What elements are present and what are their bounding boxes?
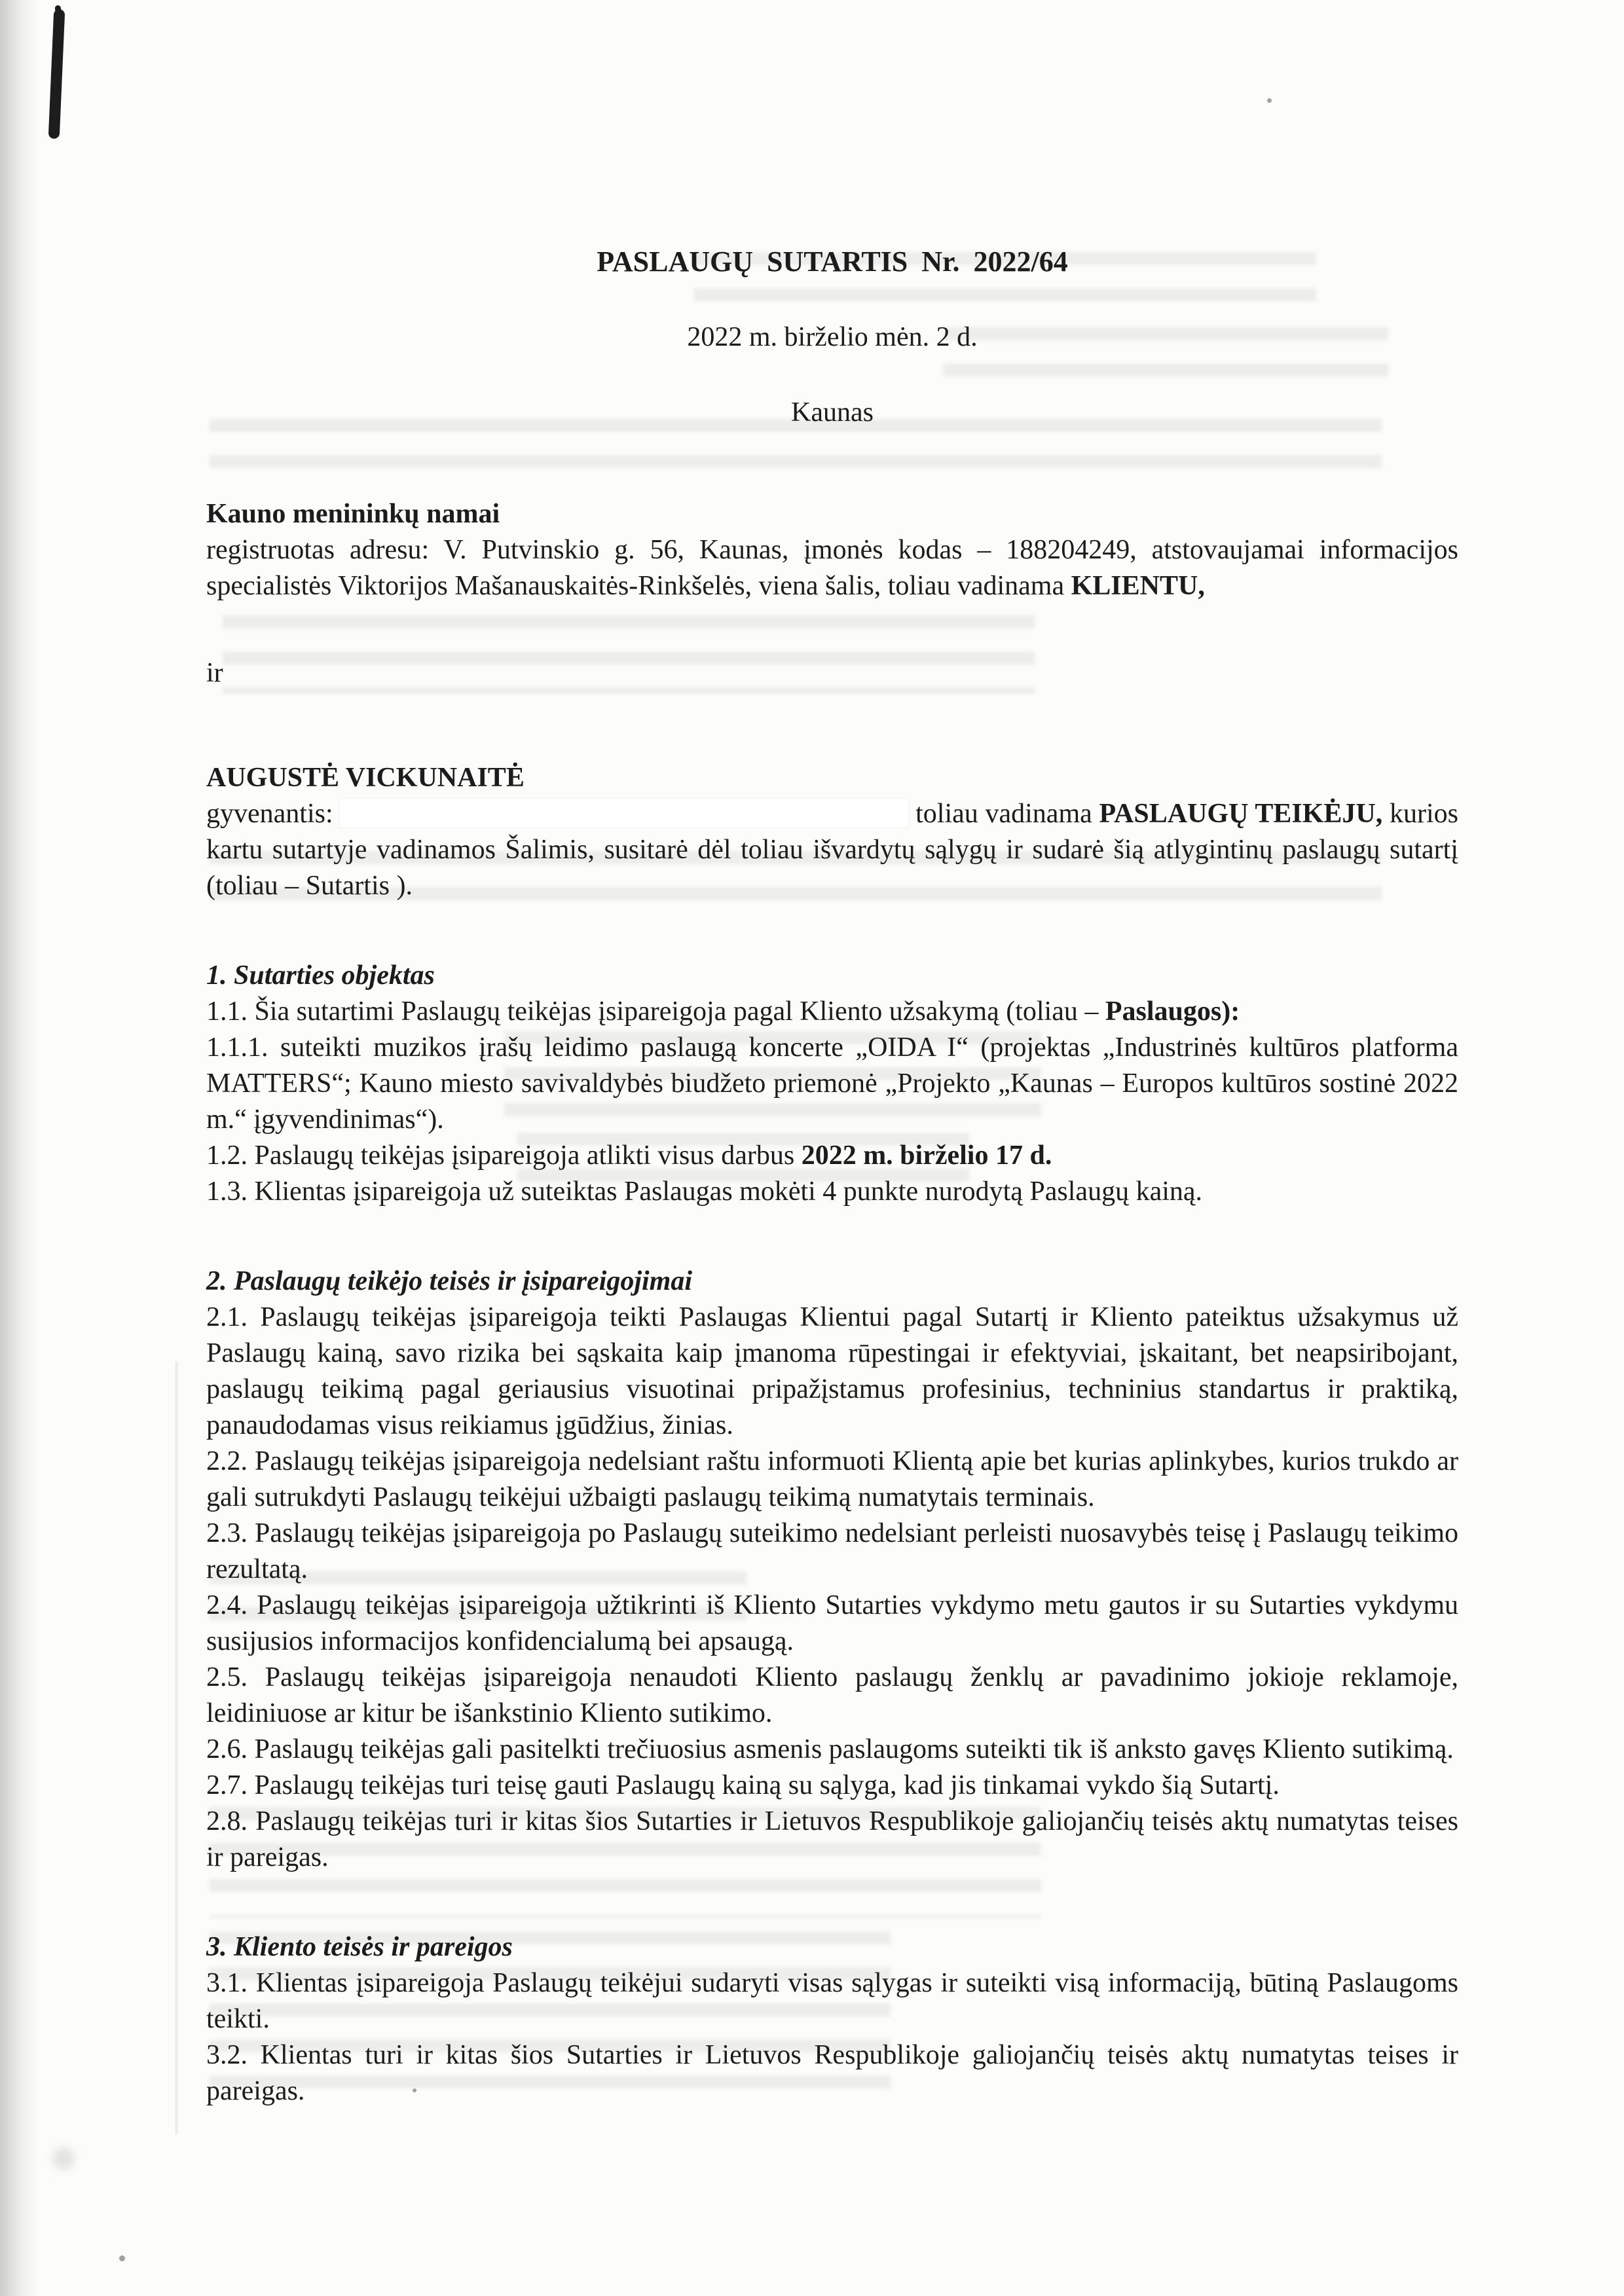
clause-text: 2.1. Paslaugų teikėjas įsipareigoja teikti Paslaugas Klientui pagal Sutartį ir Kliento pateiktus užsakymus už Paslaugų kainą, savo rizika bei sąskaita kaip įmanoma rūpestingai ir efektyviai, įskaitant, bet neapsiribojant, paslaugų teikimą pagal geriausius visuotinai pripažįstamus profesinius, techninius standartus ir praktiką, panaudodamas visus reikiamus įgūdžius, žinias. (206, 1302, 1458, 1440)
residence-label: gyvenantis: (206, 799, 333, 829)
clause (206, 1444, 1458, 1516)
clause-text: 2.5. Paslaugų teikėjas įsipareigoja nenaudoti Kliento paslaugų ženklų ar pavadinimo jokioje reklamoje, leidiniuose ar kitur be išankstinio Kliento sutikimo. (206, 1662, 1458, 1728)
clause (206, 1660, 1458, 1732)
clause-text: 2.3. Paslaugų teikėjas įsipareigoja po Paslaugų suteikimo nedelsiant perleisti nuosavybės teisę į Paslaugų teikimo rezultatą. (206, 1518, 1458, 1584)
redacted-address-blank (340, 799, 908, 828)
scan-edge-shadow (0, 0, 38, 2296)
contract-sections (206, 958, 1458, 2109)
provider-paragraph (206, 796, 1458, 904)
conjunction-ir: ir (206, 658, 223, 688)
clause (206, 1768, 1458, 1804)
clause (206, 1965, 1458, 2037)
clause-text: 3.1. Klientas įsipareigoja Paslaugų teikėjui sudaryti visas sąlygas ir suteikti visą informaciją, būtiną Paslaugoms teikti. (206, 1968, 1458, 2034)
clause (206, 1588, 1458, 1660)
client-designation: KLIENTU, (1071, 571, 1205, 601)
contract-content (206, 244, 1458, 2109)
contract-title: PASLAUGŲ SUTARTIS Nr. 2022/64 (597, 246, 1068, 278)
clause-emphasis: 2022 m. birželio 17 d. (801, 1140, 1052, 1171)
clause-text: 2.6. Paslaugų teikėjas gali pasitelkti trečiuosius asmenis paslaugoms suteikti tik iš anksto gavęs Kliento sutikimą. (206, 1734, 1454, 1764)
clause (206, 994, 1458, 1030)
clause (206, 1300, 1458, 1444)
provider-text-before: toliau vadinama (908, 799, 1099, 829)
clause-text: 1.1.1. suteikti muzikos įrašų leidimo paslaugą koncerte „OIDA I“ (projektas „Industrinės kultūros platforma MATTERS“; Kauno miesto savivaldybės biudžeto priemonė „Projekto „Kaunas – Europos kultūros sostinė 2022 m.“ įgyvendinimas“). (206, 1032, 1458, 1135)
clause-text: 2.2. Paslaugų teikėjas įsipareigoja nedelsiant raštu informuoti Klientą apie bet kurias aplinkybes, kurios trukdo ar gali sutrukdyti Paslaugų teikėjui užbaigti paslaugų teikimą numatytais terminais. (206, 1446, 1458, 1512)
clause-text: 1.1. Šia sutartimi Paslaugų teikėjas įsipareigoja pagal Kliento užsakymą (toliau – (206, 996, 1105, 1027)
provider-text-after: kurios kartu sutartyje vadinamos Šalimis, susitarė dėl toliau išvardytų sąlygų ir sudarė šią atlygintinų paslaugų sutartį (toliau – Sutartis ). (206, 799, 1458, 901)
scan-smudge (52, 2147, 75, 2170)
contract-date: 2022 m. birželio mėn. 2 d. (687, 322, 978, 352)
clause (206, 1804, 1458, 1876)
provider-name: AUGUSTĖ VICKUNAITĖ (206, 763, 525, 793)
clause (206, 1516, 1458, 1588)
clause (206, 1138, 1458, 1174)
clause-emphasis: Paslaugos): (1105, 996, 1240, 1027)
clause (206, 1030, 1458, 1138)
scan-speck (1267, 98, 1272, 103)
section-heading: 1. Sutarties objektas (206, 960, 435, 991)
clause-text: 2.8. Paslaugų teikėjas turi ir kitas šios Sutarties ir Lietuvos Respublikoje galiojančių teisės aktų numatytas teises ir pareigas. (206, 1806, 1458, 1872)
contract-city: Kaunas (791, 397, 874, 428)
clause (206, 1732, 1458, 1768)
clause-text: 1.3. Klientas įsipareigoja už suteiktas Paslaugas mokėti 4 punkte nurodytą Paslaugų kainą. (206, 1176, 1203, 1207)
section-heading: 3. Kliento teisės ir pareigos (206, 1932, 513, 1962)
contract-section (206, 1929, 1458, 2109)
scan-speck (119, 2255, 125, 2261)
paper-crease (175, 1362, 177, 2134)
clause-text: 3.2. Klientas turi ir kitas šios Sutarties ir Lietuvos Respublikoje galiojančių teisės aktų numatytas teises ir pareigas. (206, 2040, 1458, 2106)
client-details: registruotas adresu: V. Putvinskio g. 56, Kaunas, įmonės kodas – 188204249, atstovaujamai informacijos specialistės Viktorijos Mašanauskaitės-Rinkšelės, viena šalis, toliau vadinama (206, 535, 1458, 601)
clause (206, 1174, 1458, 1210)
clause (206, 2037, 1458, 2109)
contract-section (206, 958, 1458, 1210)
clause-text: 2.7. Paslaugų teikėjas turi teisę gauti Paslaugų kainą su sąlyga, kad jis tinkamai vykdo šią Sutartį. (206, 1770, 1280, 1800)
client-name: Kauno menininkų namai (206, 499, 500, 529)
client-paragraph (206, 532, 1458, 604)
clause-text: 1.2. Paslaugų teikėjas įsipareigoja atlikti visus darbus (206, 1140, 802, 1171)
contract-section (206, 1264, 1458, 1876)
clause-text: 2.4. Paslaugų teikėjas įsipareigoja užtikrinti iš Kliento Sutarties vykdymo metu gautos ir su Sutarties vykdymu susijusios informacijos konfidencialumą bei apsaugą. (206, 1590, 1458, 1656)
section-heading: 2. Paslaugų teikėjo teisės ir įsipareigojimai (206, 1266, 693, 1296)
provider-designation: PASLAUGŲ TEIKĖJU, (1099, 799, 1383, 829)
pen-mark (48, 9, 65, 139)
